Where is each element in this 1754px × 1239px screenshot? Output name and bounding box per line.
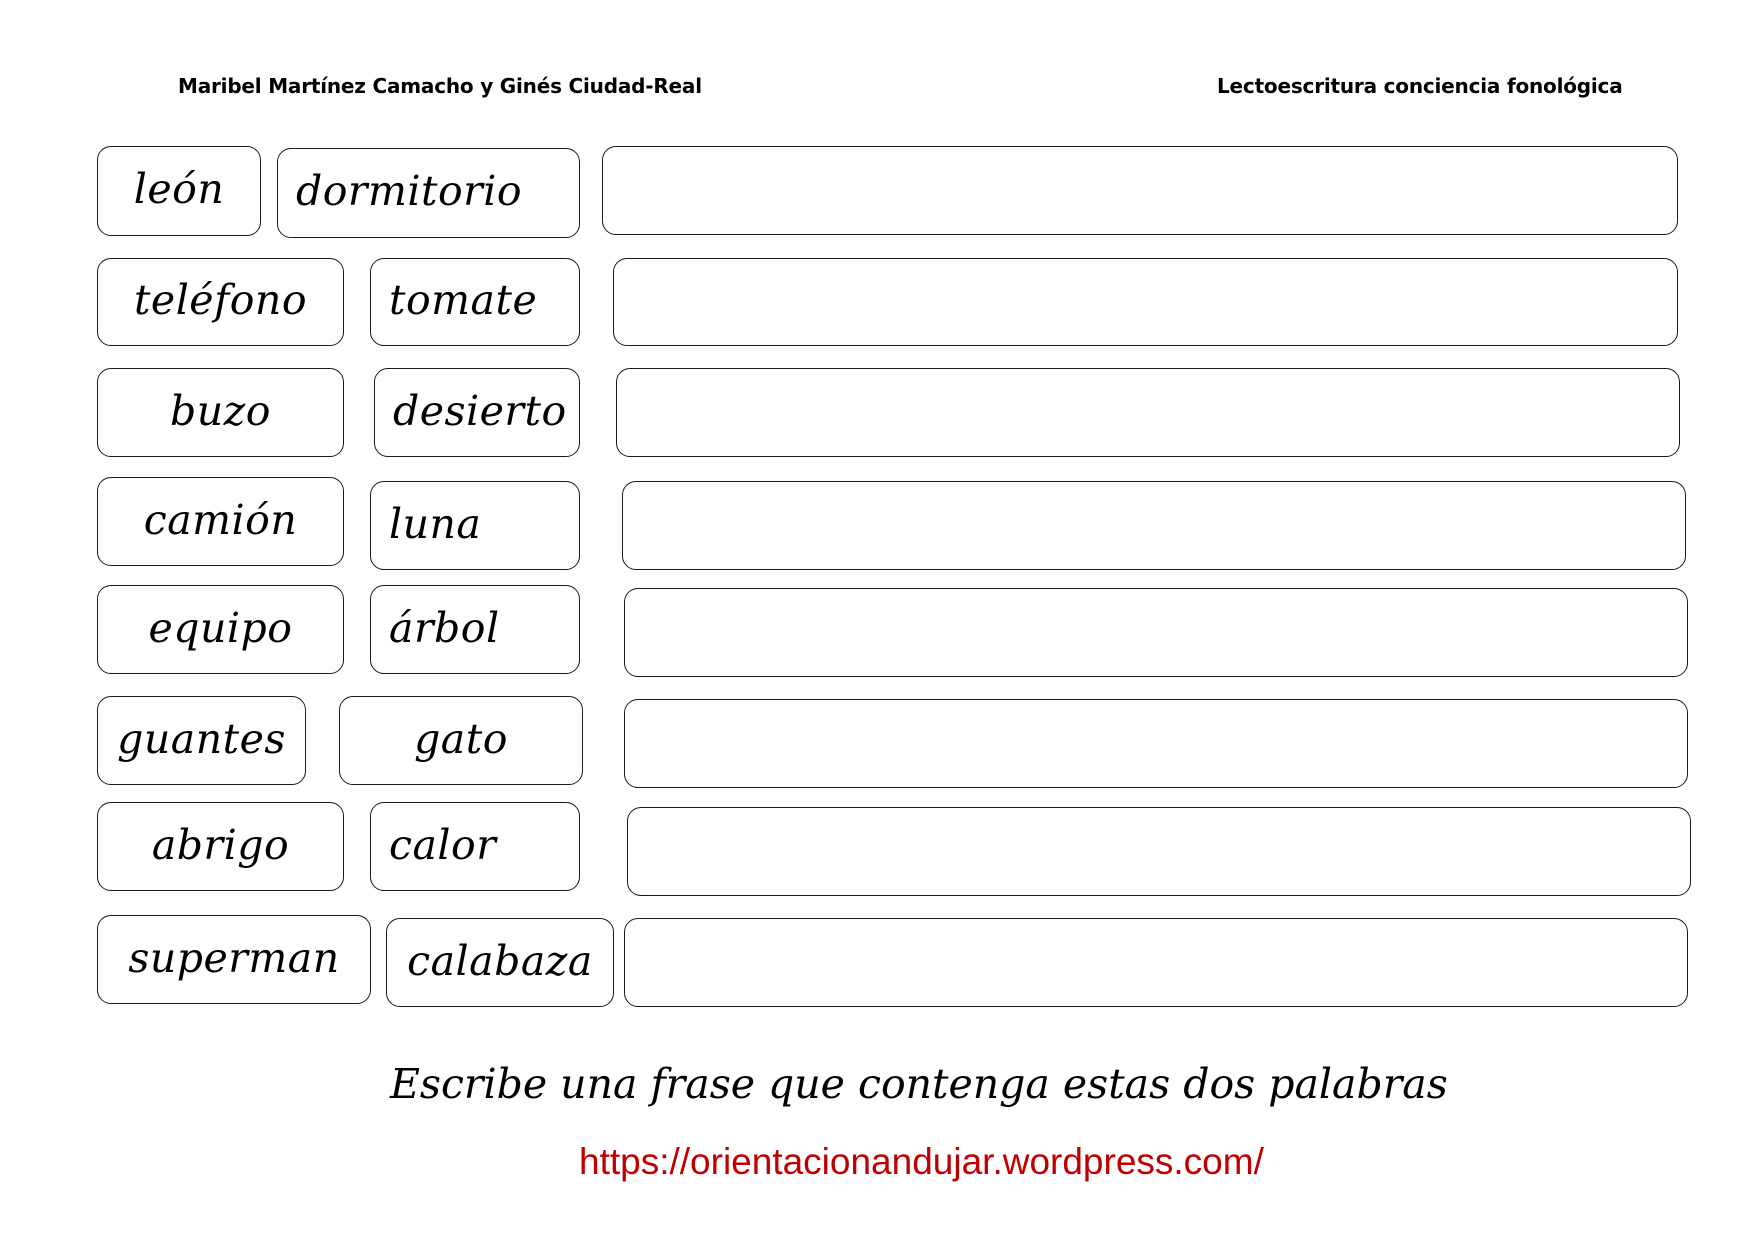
word-card: dormitorio <box>277 148 580 238</box>
word-card: desierto <box>374 368 580 457</box>
subject-header: Lectoescritura conciencia fonológica <box>1217 74 1623 98</box>
answer-box[interactable] <box>624 699 1688 788</box>
instruction-text: Escribe una frase que contenga estas dos palabras <box>390 1060 1448 1108</box>
word-card: camión <box>97 477 344 566</box>
word-card: gato <box>339 696 583 785</box>
answer-box[interactable] <box>616 368 1680 457</box>
word-card: tomate <box>370 258 580 346</box>
author-header: Maribel Martínez Camacho y Ginés Ciudad-Real <box>178 74 702 98</box>
answer-box[interactable] <box>613 258 1678 346</box>
word-card: abrigo <box>97 802 344 891</box>
source-link[interactable]: https://orientacionandujar.wordpress.com/ <box>579 1141 1264 1182</box>
answer-box[interactable] <box>602 146 1678 235</box>
answer-box[interactable] <box>627 807 1691 896</box>
word-card: buzo <box>97 368 344 457</box>
answer-box[interactable] <box>622 481 1686 570</box>
word-card: luna <box>370 481 580 570</box>
word-card: teléfono <box>97 258 344 346</box>
answer-box[interactable] <box>624 588 1688 677</box>
word-card: calabaza <box>386 918 614 1007</box>
word-card: superman <box>97 915 371 1004</box>
word-card: león <box>97 146 261 236</box>
word-card: árbol <box>370 585 580 674</box>
word-card: guantes <box>97 696 306 785</box>
word-card: calor <box>370 802 580 891</box>
answer-box[interactable] <box>624 918 1688 1007</box>
word-card: equipo <box>97 585 344 674</box>
